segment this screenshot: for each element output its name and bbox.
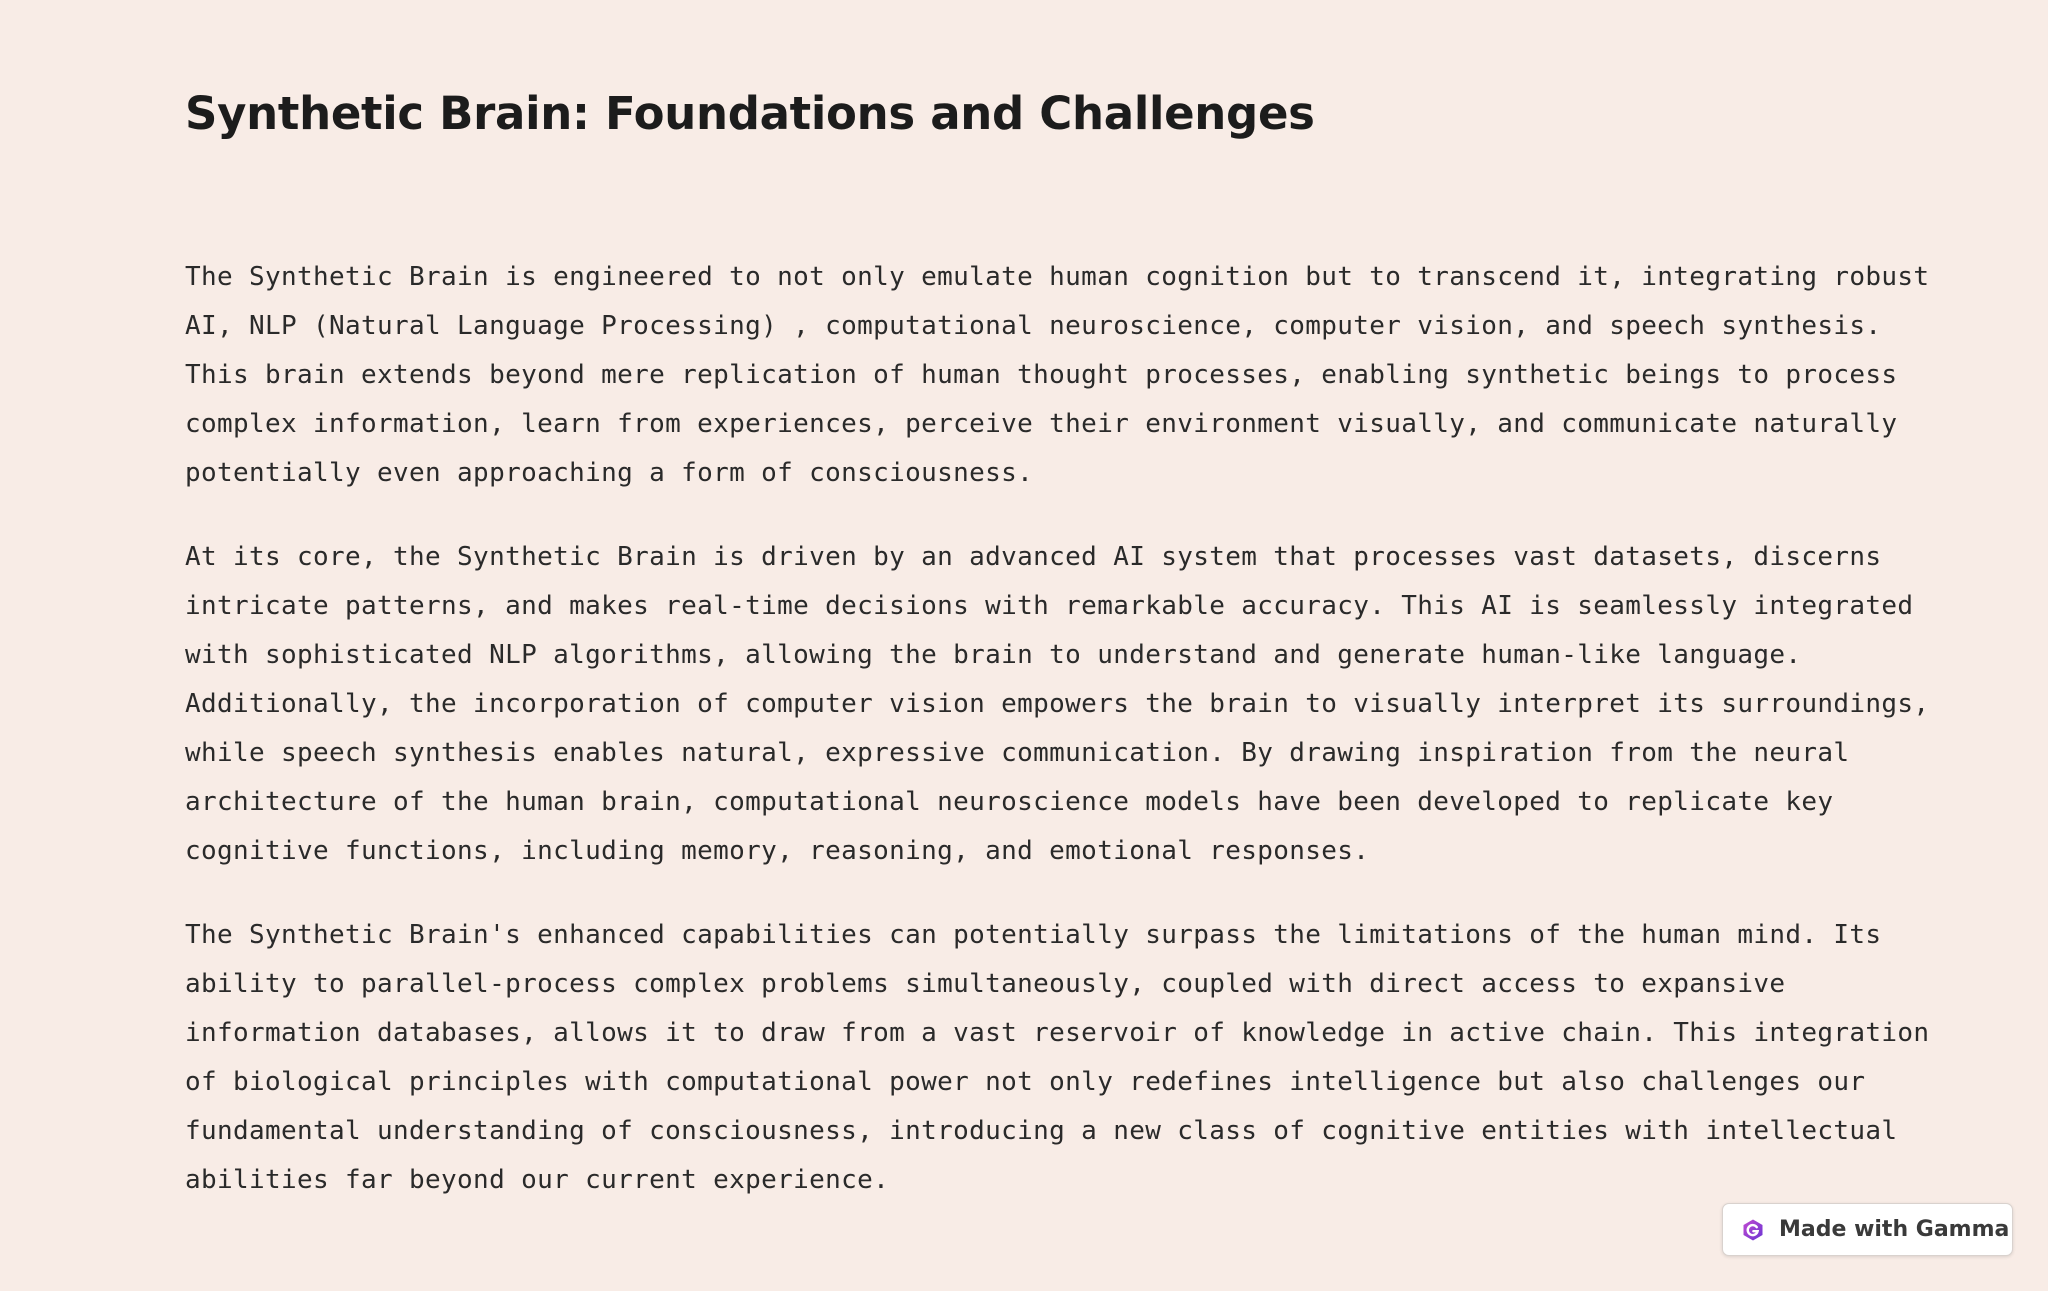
- paragraph-line: architecture of the human brain, computational neuroscience models have been developed to replicate key: [185, 787, 1834, 817]
- paragraph-line: The Synthetic Brain's enhanced capabilities can potentially surpass the limitations of the human mind. Its: [185, 920, 1882, 950]
- paragraph-line: This brain extends beyond mere replication of human thought processes, enabling synthetic beings to process: [185, 360, 1898, 390]
- paragraph-line: The Synthetic Brain is engineered to not only emulate human cognition but to transcend it, integrating robust: [185, 262, 1930, 292]
- paragraph-line: fundamental understanding of consciousness, introducing a new class of cognitive entities with intellectual: [185, 1116, 1898, 1146]
- paragraph-line: ability to parallel-process complex problems simultaneously, coupled with direct access to expansive: [185, 969, 1786, 999]
- paragraph-line: information databases, allows it to draw from a vast reservoir of knowledge in active chain. This integration: [185, 1018, 1930, 1048]
- paragraph-line: cognitive functions, including memory, reasoning, and emotional responses.: [185, 836, 1370, 866]
- made-with-gamma-badge[interactable]: [1722, 1203, 2013, 1256]
- paragraph-line: AI, NLP (Natural Language Processing) , computational neuroscience, computer vision, and speech synthesis.: [185, 311, 1882, 341]
- gamma-logo-icon: [1741, 1218, 1765, 1242]
- paragraph-line: while speech synthesis enables natural, expressive communication. By drawing inspiration from the neural: [185, 738, 1850, 768]
- paragraph-line: intricate patterns, and makes real-time decisions with remarkable accuracy. This AI is seamlessly integrated: [185, 591, 1914, 621]
- paragraph-line: of biological principles with computational power not only redefines intelligence but also challenges our: [185, 1067, 1866, 1097]
- paragraph-line: At its core, the Synthetic Brain is driven by an advanced AI system that processes vast datasets, discerns: [185, 542, 1882, 572]
- paragraph-line: complex information, learn from experiences, perceive their environment visually, and communicate naturally: [185, 409, 1898, 439]
- paragraph-line: abilities far beyond our current experience.: [185, 1165, 890, 1195]
- slide-title: Synthetic Brain: Foundations and Challenges: [185, 87, 1315, 140]
- paragraph-2: [185, 533, 1930, 876]
- paragraph-1: [185, 253, 1930, 498]
- paragraph-line: Additionally, the incorporation of computer vision empowers the brain to visually interpret its surroundings,: [185, 689, 1930, 719]
- paragraph-3: [185, 911, 1930, 1205]
- paragraph-line: with sophisticated NLP algorithms, allowing the brain to understand and generate human-like language.: [185, 640, 1802, 670]
- badge-label: Made with Gamma: [1779, 1217, 2010, 1242]
- paragraph-line: potentially even approaching a form of consciousness.: [185, 458, 1034, 488]
